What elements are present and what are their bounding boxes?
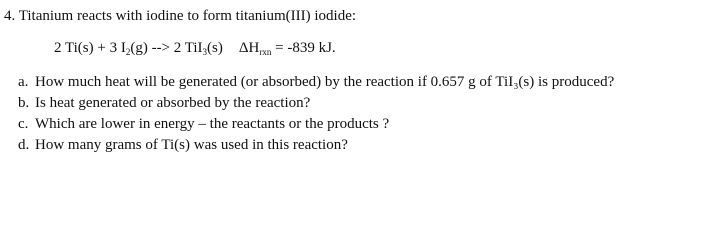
enthalpy-subscript: rxn: [259, 47, 272, 57]
chemical-equation: [54, 39, 336, 57]
question-letter: c.: [18, 116, 29, 132]
question-letter: a.: [18, 74, 29, 90]
question-text: How many grams of Ti(s) was used in this reaction?: [35, 137, 348, 153]
question-a: [18, 73, 614, 94]
question-letter: d.: [18, 137, 30, 153]
equation-reactants: 2 Ti(s) + 3 I: [54, 40, 126, 56]
problem-title: 4. Titanium reacts with iodine to form titanium(III) iodide:: [4, 8, 357, 24]
iodine-subscript: 2: [125, 47, 131, 57]
equation-arrow-product: (g) --> 2 TiI: [130, 40, 203, 56]
question-c: [18, 115, 614, 136]
product-state: (s): [207, 40, 223, 56]
enthalpy-value: = -839 kJ.: [271, 40, 336, 56]
question-b: [18, 94, 614, 115]
product-subscript: 3: [202, 47, 208, 57]
question-text: Which are lower in energy – the reactants or the products ?: [35, 116, 390, 132]
question-list: [18, 73, 614, 157]
question-d: [18, 136, 614, 157]
enthalpy-symbol: ΔH: [238, 40, 260, 56]
question-text: Is heat generated or absorbed by the reaction?: [35, 95, 311, 111]
question-letter: b.: [18, 95, 30, 111]
question-text: How much heat will be generated (or absorbed) by the reaction if 0.657 g of TiI₃(s) is produced?: [35, 74, 615, 90]
